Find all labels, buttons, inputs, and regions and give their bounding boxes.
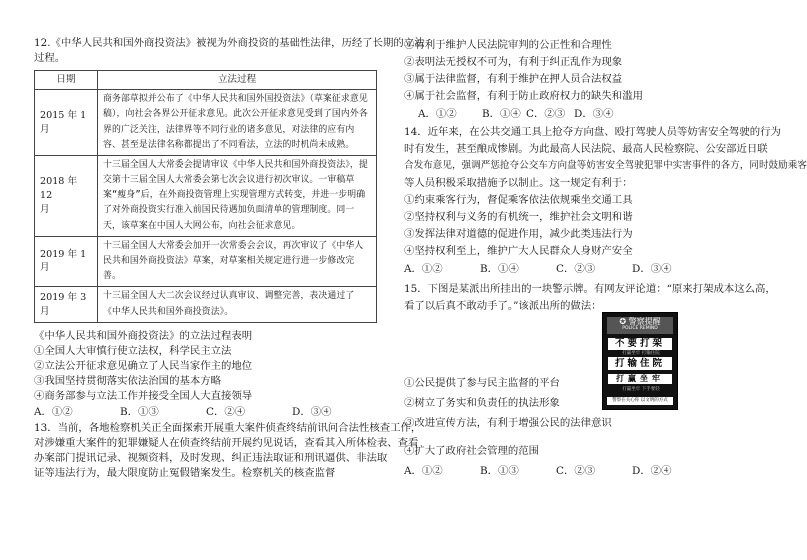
q13-item-3: ③属于法律监督，有利于维护在押人员合法权益 [404,73,623,85]
sign-footer: 警察在关心你 以文明的方式 [607,397,673,405]
q15-option-a[interactable]: A．①② [404,465,443,477]
table-row [35,287,377,323]
q14-options [404,262,766,281]
q14-item-2: ②坚持权利与义务的有机统一，维护社会文明和谐 [404,211,633,223]
q13-item-2: ②表明法无授权不可为，有利于纠正乱作为现象 [404,56,623,68]
q14-item-1: ①约束乘客行为，督促乘客依法依规乘坐交通工具 [404,194,633,206]
table-cell-date: 2019 年 1 月 [35,236,98,286]
q12-option-d[interactable]: D．③④ [292,406,332,419]
q12-lead: 《中华人民共和国外商投资法》的立法过程表明 [34,330,253,343]
q12-option-c[interactable]: C．②④ [206,406,246,419]
q12-options [34,405,377,420]
q12-stem-line1: 12.《中华人民共和国外商投资法》被视为外商投资的基础性法律，历经了长期的立法 [34,37,425,49]
q13-option-c[interactable]: C．②③ [526,108,566,120]
q13-option-b[interactable]: B．①④ [482,108,521,120]
sign-subline-2: 打赢坐牢 下手要轻 [622,387,660,392]
sign-line-1: 不要打架 [608,338,672,350]
q15-item-4: ④扩大了政府社会管理的范围 [404,445,540,457]
sign-spacer [404,316,766,376]
q15-stem-line1: 15．下图是某派出所挂出的一块警示牌。有网友评论道：“原来打架成本这么高， [404,283,776,295]
q12-item-2: ②立法公开征求意见确立了人民当家作主的地位 [34,360,253,373]
q15-option-c[interactable]: C．②③ [556,465,596,477]
q15-item-1: ①公民提供了参与民主监督的平台 [404,377,560,389]
q13-option-d[interactable]: D．③④ [574,108,614,120]
q13-option-a[interactable]: A．①② [418,108,457,120]
table-header-row [35,71,377,90]
q14-item-3: ③发挥法律对道德的促进作用，减少此类违法行为 [404,228,633,240]
table-cell-date: 2015 年 1 月 [35,90,98,156]
q15-stem-line2: 看了以后真不敢动手了。”该派出所的做法： [404,300,602,312]
q13-stem-line4: 证等违法行为，最大限度防止冤假错案发生。检察机关的核查监督 [34,467,336,480]
q14-option-a[interactable]: A．①② [404,263,443,275]
police-badge-icon: ✪ [619,317,627,326]
table-cell-date: 2019 年 3 月 [35,287,98,323]
q15-item-3: ③改进宣传方法，有利于增强公民的法律意识 [404,417,612,429]
q12-option-b[interactable]: B．①③ [120,406,159,419]
q14-stem-line2: 时有发生，甚至酿成惨剧。为此最高人民法院、最高人民检察院、公安部近日联 [404,143,768,155]
q13-options [404,107,766,124]
q15-item-2: ②树立了务实和负责任的执法形象 [404,397,560,409]
q14-option-c[interactable]: C．②③ [556,263,596,275]
q15-option-d[interactable]: D．②④ [632,465,672,477]
q13-stem-line1: 13．当前，各地检察机关正全面探索开展重大案件侦查终结前讯问合法性核查工作， [34,422,422,435]
legislation-table [34,70,377,323]
table-row [35,90,377,156]
right-column [404,38,807,480]
sign-subline-1: 打赢坐牢 打输住院 [622,351,660,356]
table-cell-date: 2018 年 12 月 [35,156,98,237]
table-cell-process: 十三届全国人大二次会议经过认真审议、调整完善，表决通过了《中华人民共和国外商投资法》。 [98,287,377,323]
q12-item-1: ①全国人大审慎行使立法权，科学民主立法 [34,345,232,358]
q14-option-d[interactable]: D．③④ [632,263,672,275]
sign-line-3: 打赢坐牢 [608,374,672,384]
q14-stem-line4: 等人员积极采取措施予以制止。这一规定有利于： [404,177,633,189]
table-cell-process: 十三届全国人大常委会加开一次常委会会议，再次审议了《中华人民共和国外商投资法》草案，对草案相关规定进行进一步修改完善。 [98,236,377,286]
table-row [35,236,377,286]
q13-stem-line2: 对涉嫌重大案件的犯罪嫌疑人在侦查终结前开展约见说话，查看其入所体检表、查看 [34,437,419,450]
q12-item-4: ④商务部参与立法工作并接受全国人大直接领导 [34,390,253,403]
left-column [34,36,425,481]
table-cell-process: 十三届全国人大常委会提请审议《中华人民共和国外商投资法》，提交第十三届全国人大常委会第七次会议进行初次审议。一审稿草案“瘦身”后，在外商投资管理上实现管理方式转变，并进一步明确了对外商投资实行准入前国民待遇加负面清单的管理制度。同一天，该草案在中国人大网公布，向社会征求意见。 [98,156,377,237]
table-row [35,156,377,237]
q12-option-a[interactable]: A．①② [34,406,73,419]
sign-line-2: 打输住院 [608,357,672,370]
table-cell-process: 商务部草拟并公布了《中华人民共和国外国投资法》（草案征求意见稿），向社会各界公开征求意见。此次公开征求意见受到了国内外各界的广泛关注，法律界等不同行业的诸多意见，对法律的应有内容、甚至是法律名称都提出了不同看法，立法的时机尚未成熟。 [98,90,377,156]
q12-item-3: ③我国坚持贯彻落实依法治国的基本方略 [34,375,222,388]
sign-header: ✪ 警察提醒 POLICE REMIND [607,317,673,334]
q15-options [404,464,766,479]
q14-item-4: ④坚持权利至上，维护广大人民群众人身财产安全 [404,245,633,257]
q14-option-b[interactable]: B．①④ [480,263,519,275]
q13-item-1: ①有利于维护人民法院审判的公正性和合理性 [404,39,612,51]
q15-option-b[interactable]: B．①③ [480,465,519,477]
table-header-process: 立法过程 [98,71,377,90]
q14-stem-line3: 合发布意见，强调严惩抢夺公交车方向盘等妨害安全驾驶犯罪中实害事件的各方，同时鼓励乘客 [404,160,807,171]
table-header-date: 日期 [35,71,98,90]
q14-stem-line1: 14．近年来，在公共交通工具上抢夺方向盘、殴打驾驶人员等妨害安全驾驶的行为 [404,126,781,138]
q13-item-4: ④属于社会监督，有利于防止政府权力的缺失和滥用 [404,90,643,102]
q12-stem-line2: 过程。 [34,52,66,64]
q13-stem-line3: 办案部门提讯记录、视频资料，及时发现、纠正违法取证和刑讯逼供、非法取 [34,452,388,465]
police-warning-sign [602,312,678,410]
